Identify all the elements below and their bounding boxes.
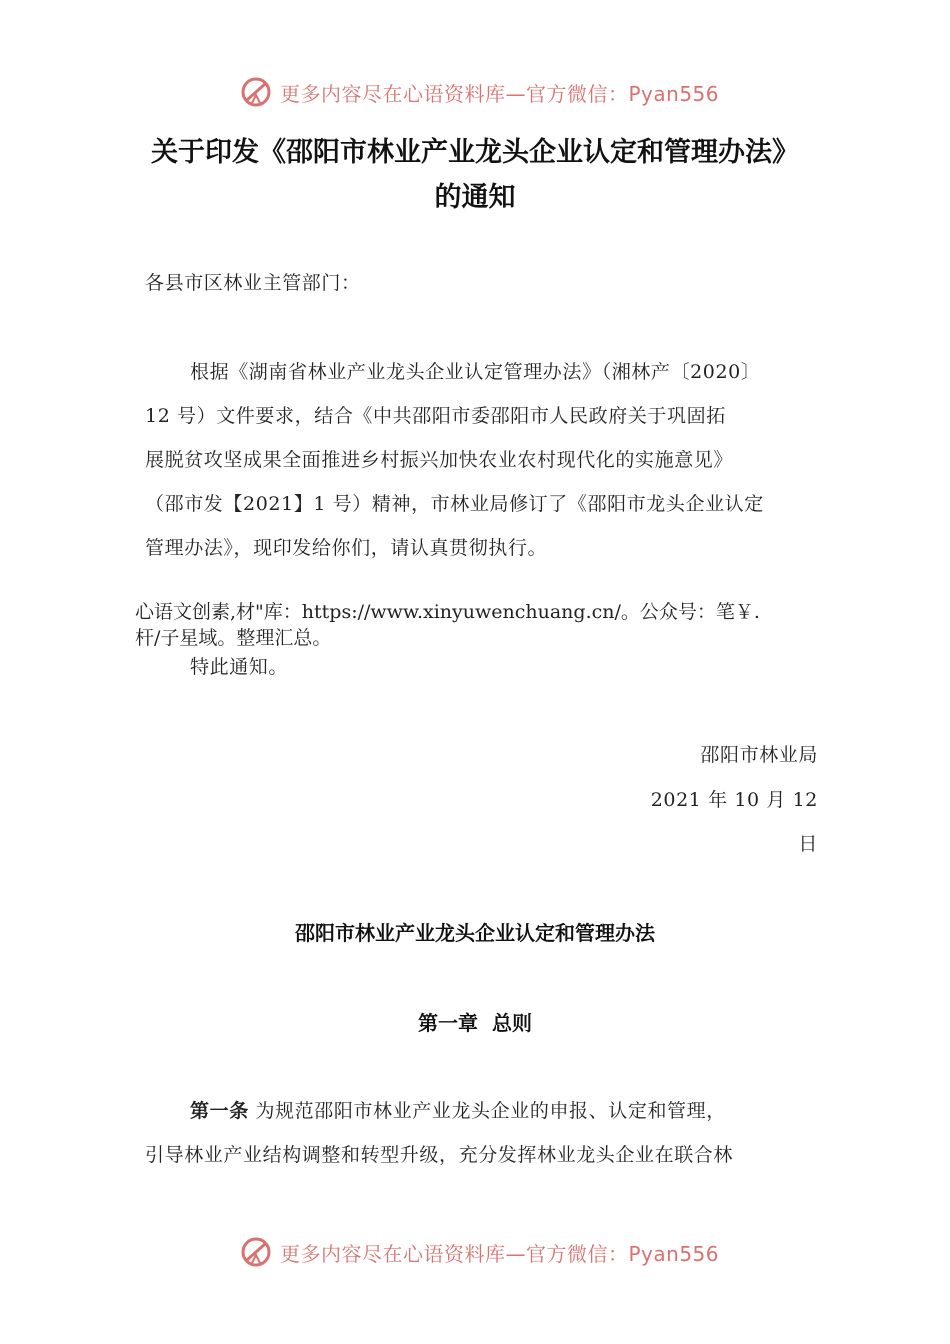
para1-line: 12 号）文件要求，结合《中共邵阳市委邵阳市人民政府关于巩固拓 bbox=[145, 405, 726, 427]
article-label: 第一条 bbox=[190, 1100, 249, 1122]
para1-line: 展脱贫攻坚成果全面推进乡村振兴加快农业农村现代化的实施意见》 bbox=[145, 449, 734, 471]
banner-text: 更多内容尽在心语资料库—官方微信：Pyan556 bbox=[280, 1241, 720, 1266]
document-title-line1: 关于印发《邵阳市林业产业龙头企业认定和管理办法》 bbox=[151, 137, 799, 168]
signature-date: 2021 年 10 月 12 bbox=[650, 789, 818, 811]
chapter-title: 第一章 总则 bbox=[418, 1011, 532, 1035]
para1-line: 根据《湖南省林业产业龙头企业认定管理办法》（湘林产〔2020〕 bbox=[190, 361, 761, 383]
ribbon-logo-icon bbox=[240, 1235, 274, 1269]
salutation: 各县市区林业主管部门： bbox=[145, 272, 361, 294]
closing-line: 特此通知。 bbox=[190, 656, 289, 678]
para1-line: 管理办法》，现印发给你们，请认真贯彻执行。 bbox=[145, 537, 548, 559]
measures-title: 邵阳市林业产业龙头企业认定和管理办法 bbox=[295, 921, 655, 945]
para1-line: （邵市发【2021】1 号）精神，市林业局修订了《邵阳市龙头企业认定 bbox=[145, 493, 764, 515]
header-banner bbox=[240, 72, 719, 112]
article1-line1 bbox=[190, 1096, 726, 1123]
ribbon-logo-icon bbox=[240, 75, 274, 109]
document-title-line2: 的通知 bbox=[434, 182, 516, 213]
footer-banner bbox=[240, 1232, 719, 1272]
source-note-line2: 杆/子星域。整理汇总。 bbox=[135, 627, 332, 649]
source-note-line1: 心语文创素,材"库：https://www.xinyuwenchuang.cn/。公众号：笔￥. bbox=[135, 601, 760, 623]
article1-text: 为规范邵阳市林业产业龙头企业的申报、认定和管理， bbox=[248, 1100, 726, 1122]
banner-text: 更多内容尽在心语资料库—官方微信：Pyan556 bbox=[280, 81, 720, 106]
article1-line2: 引导林业产业结构调整和转型升级，充分发挥林业龙头企业在联合林 bbox=[145, 1144, 734, 1166]
signature-date-day: 日 bbox=[798, 833, 818, 855]
signature-org: 邵阳市林业局 bbox=[700, 744, 818, 766]
